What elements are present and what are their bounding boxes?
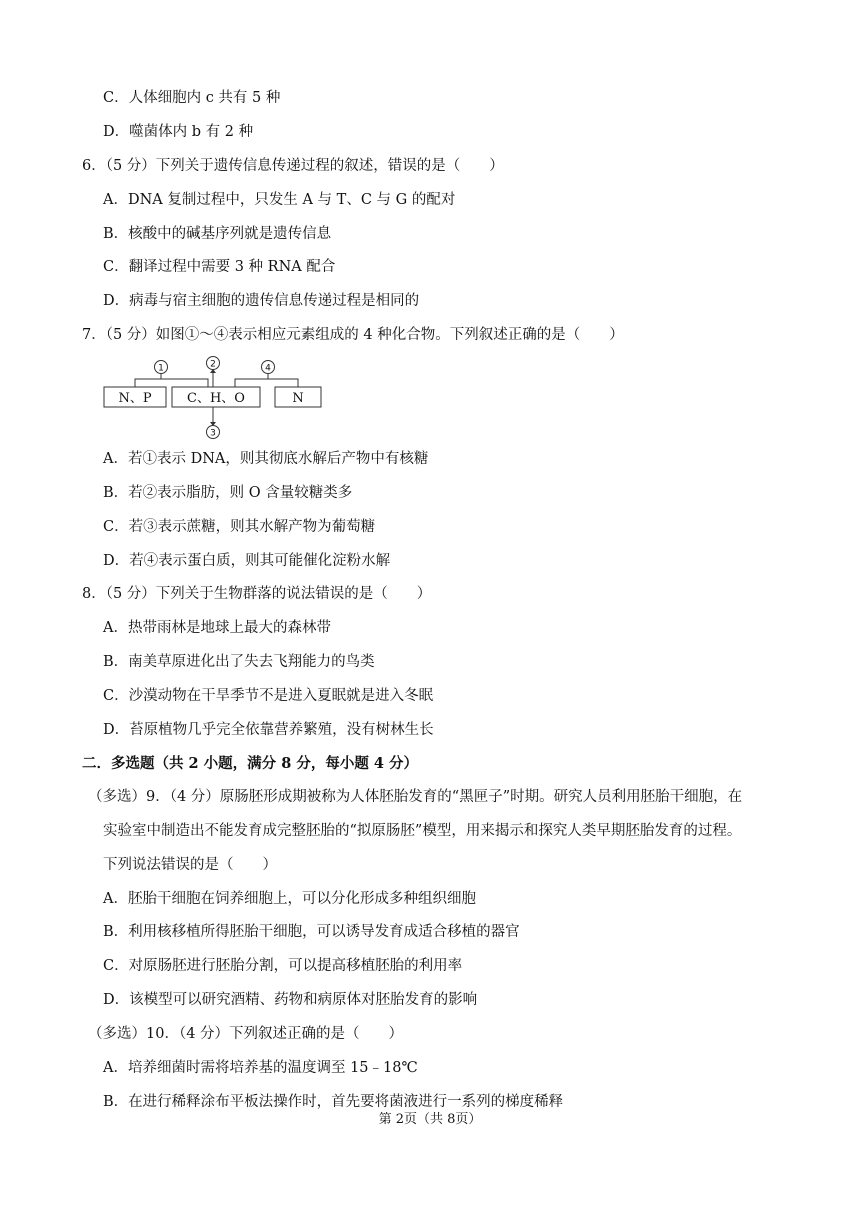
q10-option-a: A．培养细菌时需将培养基的温度调至 15﹣18℃ <box>103 1060 418 1076</box>
q6-option-b: B．核酸中的碱基序列就是遗传信息 <box>103 226 332 242</box>
label-1: 1 <box>158 363 164 374</box>
q6-option-c: C．翻译过程中需要 3 种 RNA 配合 <box>103 259 336 275</box>
question-9-stem-line2: 实验室中制造出不能发育成完整胚胎的“拟原肠胚”模型，用来揭示和探究人类早期胚胎发育的过程。 <box>103 823 742 839</box>
q8-option-a: A．热带雨林是地球上最大的森林带 <box>103 620 331 636</box>
question-9-stem: （多选）9．（4 分）原肠胚形成期被称为人体胚胎发育的“黑匣子”时期。研究人员利用胚胎干细胞，在 <box>88 789 743 805</box>
q9-option-b: B．利用核移植所得胚胎干细胞，可以诱导发育成适合移植的器官 <box>103 924 520 940</box>
element-compound-diagram <box>100 356 330 440</box>
q9-option-c: C．对原肠胚进行胚胎分割，可以提高移植胚胎的利用率 <box>103 958 463 974</box>
page-footer: 第 2页（共 8页） <box>378 1112 482 1127</box>
q5-option-d: D．噬菌体内 b 有 2 种 <box>103 124 254 140</box>
label-c-h-o: C、H、O <box>187 391 245 406</box>
question-7-stem: 7．（5 分）如图①～④表示相应元素组成的 4 种化合物。下列叙述正确的是（ ） <box>82 327 624 343</box>
q6-option-d: D．病毒与宿主细胞的遗传信息传递过程是相同的 <box>103 293 420 309</box>
label-4: 4 <box>265 363 271 374</box>
question-10-stem: （多选）10．（4 分）下列叙述正确的是（ ） <box>88 1026 404 1042</box>
q7-option-b: B．若②表示脂肪，则 O 含量较糖类多 <box>103 485 353 501</box>
q8-option-c: C．沙漠动物在干旱季节不是进入夏眠就是进入冬眠 <box>103 688 434 704</box>
label-3: 3 <box>210 428 216 439</box>
label-n-p: N、P <box>118 391 152 406</box>
question-8-stem: 8．（5 分）下列关于生物群落的说法错误的是（ ） <box>82 586 432 602</box>
q10-option-b: B．在进行稀释涂布平板法操作时，首先要将菌液进行一系列的梯度稀释 <box>103 1094 564 1110</box>
q5-option-c: C．人体细胞内 c 共有 5 种 <box>103 90 281 106</box>
q8-option-d: D．苔原植物几乎完全依靠营养繁殖，没有树林生长 <box>103 722 434 738</box>
q9-option-a: A．胚胎干细胞在饲养细胞上，可以分化形成多种组织细胞 <box>103 891 476 907</box>
label-n: N <box>292 391 304 406</box>
question-6-stem: 6．（5 分）下列关于遗传信息传递过程的叙述，错误的是（ ） <box>82 158 504 174</box>
label-2: 2 <box>210 359 216 370</box>
q9-option-d: D．该模型可以研究酒精、药物和病原体对胚胎发育的影响 <box>103 992 478 1008</box>
q7-option-d: D．若④表示蛋白质，则其可能催化淀粉水解 <box>103 553 391 569</box>
q6-option-a: A．DNA 复制过程中，只发生 A 与 T、C 与 G 的配对 <box>103 192 456 208</box>
question-9-stem-line3: 下列说法错误的是（ ） <box>103 857 277 873</box>
q7-option-a: A．若①表示 DNA，则其彻底水解后产物中有核糖 <box>103 451 429 467</box>
q8-option-b: B．南美草原进化出了失去飞翔能力的鸟类 <box>103 654 375 670</box>
section-2-heading: 二．多选题（共 2 小题，满分 8 分，每小题 4 分） <box>82 755 419 772</box>
q7-option-c: C．若③表示蔗糖，则其水解产物为葡萄糖 <box>103 519 376 535</box>
